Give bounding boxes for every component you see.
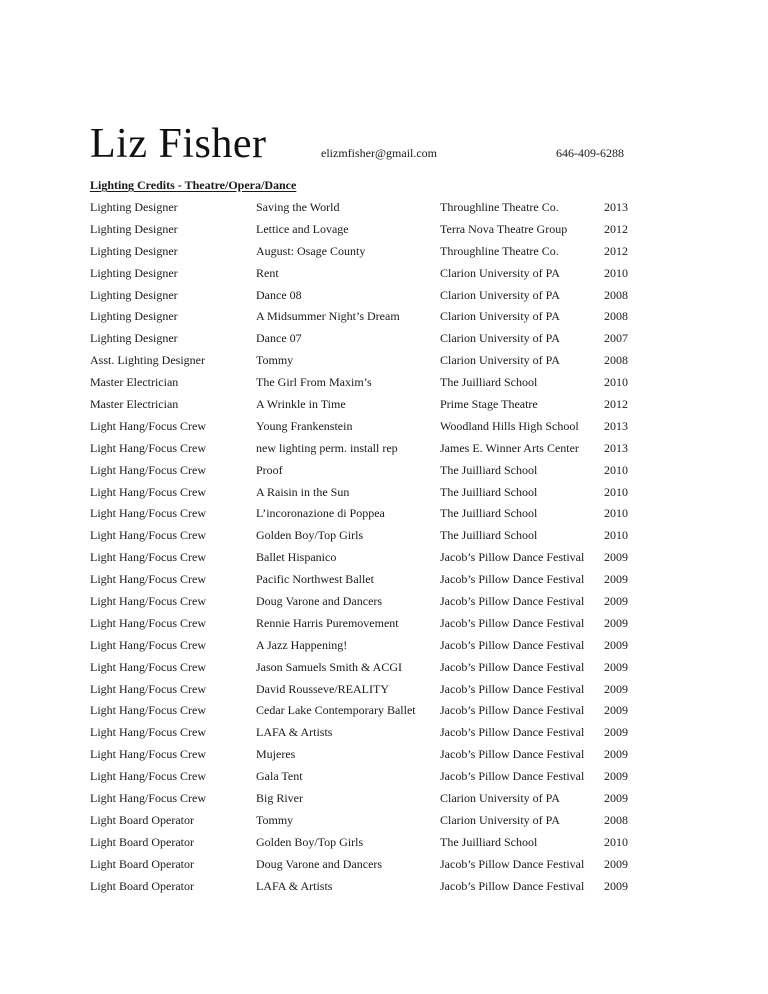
credit-venue: Jacob’s Pillow Dance Festival xyxy=(440,681,585,696)
credit-venue: Woodland Hills High School xyxy=(440,418,579,433)
credit-production: Dance 08 xyxy=(256,287,302,302)
credit-production: Jason Samuels Smith & ACGI xyxy=(256,659,403,674)
credit-venue: Jacob’s Pillow Dance Festival xyxy=(440,615,585,630)
credit-production: Gala Tent xyxy=(256,769,303,784)
credit-year: 2012 xyxy=(604,243,628,258)
credit-role: Light Hang/Focus Crew xyxy=(90,572,206,587)
credit-venue: Jacob’s Pillow Dance Festival xyxy=(440,747,585,762)
credit-row xyxy=(90,286,650,308)
credit-role: Lighting Designer xyxy=(90,309,178,324)
credit-production: Cedar Lake Contemporary Ballet xyxy=(256,703,416,718)
credit-year: 2009 xyxy=(604,791,628,806)
credit-venue: Clarion University of PA xyxy=(440,265,560,280)
credit-year: 2010 xyxy=(604,484,628,499)
credit-production: A Wrinkle in Time xyxy=(256,397,346,412)
credit-venue: Jacob’s Pillow Dance Festival xyxy=(440,769,585,784)
credit-role: Light Board Operator xyxy=(90,878,194,893)
credit-production: A Raisin in the Sun xyxy=(256,484,350,499)
credit-production: The Girl From Maxim’s xyxy=(256,375,372,390)
credit-role: Lighting Designer xyxy=(90,287,178,302)
credit-production: Proof xyxy=(256,462,283,477)
credit-role: Lighting Designer xyxy=(90,200,178,214)
credit-venue: Clarion University of PA xyxy=(440,791,560,806)
credit-year: 2009 xyxy=(604,725,628,740)
credit-production: Doug Varone and Dancers xyxy=(256,856,383,871)
credit-production: new lighting perm. install rep xyxy=(256,440,398,455)
credit-row xyxy=(90,351,650,373)
credit-row xyxy=(90,767,650,789)
credit-year: 2008 xyxy=(604,309,628,324)
credit-row xyxy=(90,570,650,592)
credit-production: Big River xyxy=(256,791,303,806)
credit-role: Light Board Operator xyxy=(90,812,194,827)
credit-role: Asst. Lighting Designer xyxy=(90,353,205,368)
credit-year: 2010 xyxy=(604,265,628,280)
credit-year: 2009 xyxy=(604,856,628,871)
credit-venue: Jacob’s Pillow Dance Festival xyxy=(440,550,585,565)
credit-role: Light Hang/Focus Crew xyxy=(90,791,206,806)
credit-year: 2009 xyxy=(604,659,628,674)
credit-role: Light Hang/Focus Crew xyxy=(90,615,206,630)
credit-year: 2009 xyxy=(604,878,628,893)
credit-year: 2013 xyxy=(604,440,628,455)
credit-venue: James E. Winner Arts Center xyxy=(440,440,579,455)
credit-venue: Jacob’s Pillow Dance Festival xyxy=(440,659,585,674)
credit-year: 2012 xyxy=(604,397,628,412)
credit-row xyxy=(90,329,650,351)
credit-role: Lighting Designer xyxy=(90,331,178,346)
credit-role: Light Board Operator xyxy=(90,834,194,849)
credit-venue: Jacob’s Pillow Dance Festival xyxy=(440,878,585,893)
credit-row xyxy=(90,395,650,417)
credit-venue: Jacob’s Pillow Dance Festival xyxy=(440,856,585,871)
credit-row xyxy=(90,548,650,570)
credit-production: Lettice and Lovage xyxy=(256,221,349,236)
credit-year: 2008 xyxy=(604,287,628,302)
section-title: Lighting Credits - Theatre/Opera/Dance xyxy=(90,178,297,192)
credit-venue: Prime Stage Theatre xyxy=(440,397,538,412)
credit-row xyxy=(90,614,650,636)
credit-row xyxy=(90,855,650,877)
credit-venue: Jacob’s Pillow Dance Festival xyxy=(440,637,585,652)
credit-role: Light Hang/Focus Crew xyxy=(90,594,206,609)
credit-role: Master Electrician xyxy=(90,375,179,390)
credit-year: 2009 xyxy=(604,703,628,718)
credit-role: Light Hang/Focus Crew xyxy=(90,418,206,433)
credit-production: Doug Varone and Dancers xyxy=(256,594,383,609)
credit-row xyxy=(90,242,650,264)
credit-venue: Throughline Theatre Co. xyxy=(440,243,559,258)
credit-role: Lighting Designer xyxy=(90,265,178,280)
credit-role: Light Hang/Focus Crew xyxy=(90,484,206,499)
credit-year: 2009 xyxy=(604,769,628,784)
credit-row xyxy=(90,723,650,745)
credit-row xyxy=(90,461,650,483)
credit-production: Saving the World xyxy=(256,200,340,214)
credit-production: Rennie Harris Puremovement xyxy=(256,615,399,630)
credit-role: Master Electrician xyxy=(90,397,179,412)
credit-production: A Jazz Happening! xyxy=(256,637,348,652)
credit-year: 2008 xyxy=(604,812,628,827)
credit-row xyxy=(90,439,650,461)
credit-year: 2009 xyxy=(604,550,628,565)
credit-row xyxy=(90,526,650,548)
credit-year: 2009 xyxy=(604,747,628,762)
credit-year: 2009 xyxy=(604,615,628,630)
applicant-name: Liz Fisher xyxy=(90,121,267,167)
credit-venue: The Juilliard School xyxy=(440,484,538,499)
credit-venue: The Juilliard School xyxy=(440,528,538,543)
credit-production: Tommy xyxy=(256,353,294,368)
credit-venue: The Juilliard School xyxy=(440,834,538,849)
credit-venue: Jacob’s Pillow Dance Festival xyxy=(440,572,585,587)
credit-year: 2010 xyxy=(604,375,628,390)
credit-row xyxy=(90,636,650,658)
credit-row xyxy=(90,811,650,833)
credit-role: Light Hang/Focus Crew xyxy=(90,528,206,543)
credit-year: 2010 xyxy=(604,506,628,521)
credit-venue: Terra Nova Theatre Group xyxy=(440,221,568,236)
credit-production: David Rousseve/REALITY xyxy=(256,681,389,696)
credit-year: 2010 xyxy=(604,528,628,543)
credit-role: Light Hang/Focus Crew xyxy=(90,550,206,565)
credit-role: Light Hang/Focus Crew xyxy=(90,681,206,696)
phone-number: 646-409-6288 xyxy=(556,146,624,160)
credit-role: Light Hang/Focus Crew xyxy=(90,659,206,674)
credit-row xyxy=(90,701,650,723)
credit-row xyxy=(90,833,650,855)
credit-row xyxy=(90,745,650,767)
credit-production: Rent xyxy=(256,265,279,280)
credit-year: 2012 xyxy=(604,221,628,236)
credit-year: 2010 xyxy=(604,834,628,849)
credit-year: 2010 xyxy=(604,462,628,477)
credit-row xyxy=(90,220,650,242)
credit-role: Lighting Designer xyxy=(90,243,178,258)
credit-row xyxy=(90,789,650,811)
credit-production: Golden Boy/Top Girls xyxy=(256,834,364,849)
credit-production: Pacific Northwest Ballet xyxy=(256,572,374,587)
credit-role: Light Hang/Focus Crew xyxy=(90,440,206,455)
credit-row xyxy=(90,592,650,614)
credit-year: 2008 xyxy=(604,353,628,368)
credit-year: 2007 xyxy=(604,331,628,346)
credit-venue: Jacob’s Pillow Dance Festival xyxy=(440,594,585,609)
resume-header xyxy=(90,120,690,170)
credit-production: Mujeres xyxy=(256,747,296,762)
credit-venue: Clarion University of PA xyxy=(440,309,560,324)
credit-production: Ballet Hispanico xyxy=(256,550,337,565)
credit-row xyxy=(90,264,650,286)
credit-role: Light Hang/Focus Crew xyxy=(90,769,206,784)
credit-venue: The Juilliard School xyxy=(440,375,538,390)
credit-role: Light Hang/Focus Crew xyxy=(90,725,206,740)
credit-venue: Clarion University of PA xyxy=(440,331,560,346)
credit-role: Light Hang/Focus Crew xyxy=(90,637,206,652)
credit-venue: Throughline Theatre Co. xyxy=(440,200,559,214)
credit-role: Light Hang/Focus Crew xyxy=(90,747,206,762)
credit-venue: Clarion University of PA xyxy=(440,287,560,302)
credit-row xyxy=(90,307,650,329)
credit-production: Golden Boy/Top Girls xyxy=(256,528,364,543)
credit-row xyxy=(90,198,650,220)
credit-year: 2009 xyxy=(604,572,628,587)
email-address: elizmfisher@gmail.com xyxy=(321,146,438,160)
credit-role: Light Board Operator xyxy=(90,856,194,871)
credit-year: 2009 xyxy=(604,681,628,696)
credit-venue: The Juilliard School xyxy=(440,506,538,521)
credit-venue: The Juilliard School xyxy=(440,462,538,477)
credit-role: Light Hang/Focus Crew xyxy=(90,703,206,718)
credit-production: Dance 07 xyxy=(256,331,302,346)
credit-role: Light Hang/Focus Crew xyxy=(90,462,206,477)
credit-venue: Clarion University of PA xyxy=(440,353,560,368)
credit-row xyxy=(90,658,650,680)
credit-year: 2009 xyxy=(604,594,628,609)
credit-row xyxy=(90,373,650,395)
credit-production: L’incoronazione di Poppea xyxy=(256,506,385,521)
credit-production: Young Frankenstein xyxy=(256,418,353,433)
credit-production: LAFA & Artists xyxy=(256,725,333,740)
credit-production: August: Osage County xyxy=(256,243,366,258)
credit-venue: Clarion University of PA xyxy=(440,812,560,827)
credit-role: Lighting Designer xyxy=(90,221,178,236)
credit-production: A Midsummer Night’s Dream xyxy=(256,309,400,324)
credit-role: Light Hang/Focus Crew xyxy=(90,506,206,521)
credit-year: 2013 xyxy=(604,200,628,214)
credit-venue: Jacob’s Pillow Dance Festival xyxy=(440,725,585,740)
credit-production: Tommy xyxy=(256,812,294,827)
credit-row xyxy=(90,417,650,439)
credit-year: 2013 xyxy=(604,418,628,433)
credit-row xyxy=(90,877,650,899)
credit-row xyxy=(90,504,650,526)
credit-production: LAFA & Artists xyxy=(256,878,333,893)
credits-list xyxy=(90,198,650,899)
credit-row xyxy=(90,680,650,702)
credit-year: 2009 xyxy=(604,637,628,652)
credit-row xyxy=(90,483,650,505)
credit-venue: Jacob’s Pillow Dance Festival xyxy=(440,703,585,718)
